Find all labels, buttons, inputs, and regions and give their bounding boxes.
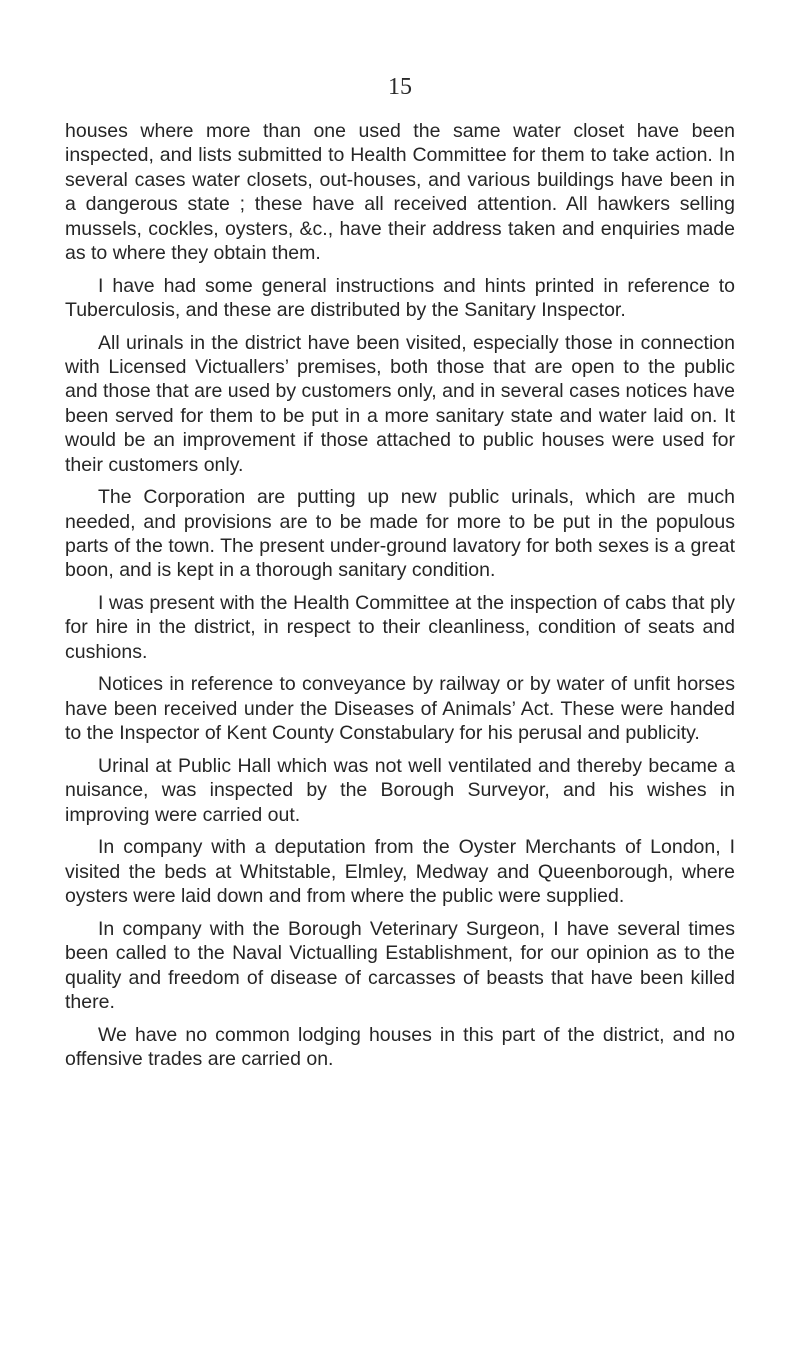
paragraph-oyster-beds: In company with a deputation from the Oyster Merchants of London, I visited the beds at Whitstable, Elmley, Medway and Queenborough, where oysters were laid down and from where the public were supplied. <box>65 836 735 908</box>
paragraph-naval-victualling: In company with the Borough Veterinary Surgeon, I have several times been called to the Naval Victualling Establishment, for our opinion as to the quality and freedom of disease of carcasses of beasts that have been killed there. <box>65 917 735 1013</box>
paragraph-cabs-inspection: I was present with the Health Committee at the inspection of cabs that ply for hire in the district, in respect to their cleanliness, condition of seats and cushions. <box>65 592 735 663</box>
paragraph-corporation-urinals: The Corporation are putting up new public urinals, which are much needed, and provisions are to be made for more to be put in the populous parts of the town. The present under-ground lavatory for both sexes is a great boon, and is kept in a thorough sanitary condition. <box>65 486 735 582</box>
paragraph-continuation: houses where more than one used the same water closet have been inspected, and lists submitted to Health Committee for them to take action. In several cases water closets, out-houses, and various buildings have been in a dangerous state ; these have all received attention. All hawkers selling mussels, cockles, oysters, &c., have their address taken and enquiries made as to where they obtain them. <box>65 120 735 265</box>
page-number: 15 <box>388 74 412 100</box>
paragraph-unfit-horses: Notices in reference to conveyance by railway or by water of unfit horses have been received under the Diseases of Animals’ Act. These were handed to the Inspector of Kent County Constabulary for his perusal and publicity. <box>65 673 735 745</box>
paragraph-tuberculosis-instructions: I have had some general instructions and hints printed in reference to Tuberculosis, and these are distributed by the Sanitary Inspector. <box>65 274 735 322</box>
paragraph-public-hall-urinal: Urinal at Public Hall which was not well ventilated and thereby became a nuisance, was inspected by the Borough Surveyor, and his wishes in improving were carried out. <box>65 754 735 826</box>
paragraph-urinals-visited: All urinals in the district have been visited, especially those in connection with Licensed Victuallers’ premises, both those that are open to the public and those that are used by customers only, and in several cases notices have been served for them to be put in a more sanitary state and water laid on. It would be an improvement if those attached to public houses were used for their customers only. <box>65 331 735 476</box>
body-text <box>65 119 735 1080</box>
paragraph-lodging-houses: We have no common lodging houses in this part of the district, and no offensive trades are carried on. <box>65 1023 735 1070</box>
